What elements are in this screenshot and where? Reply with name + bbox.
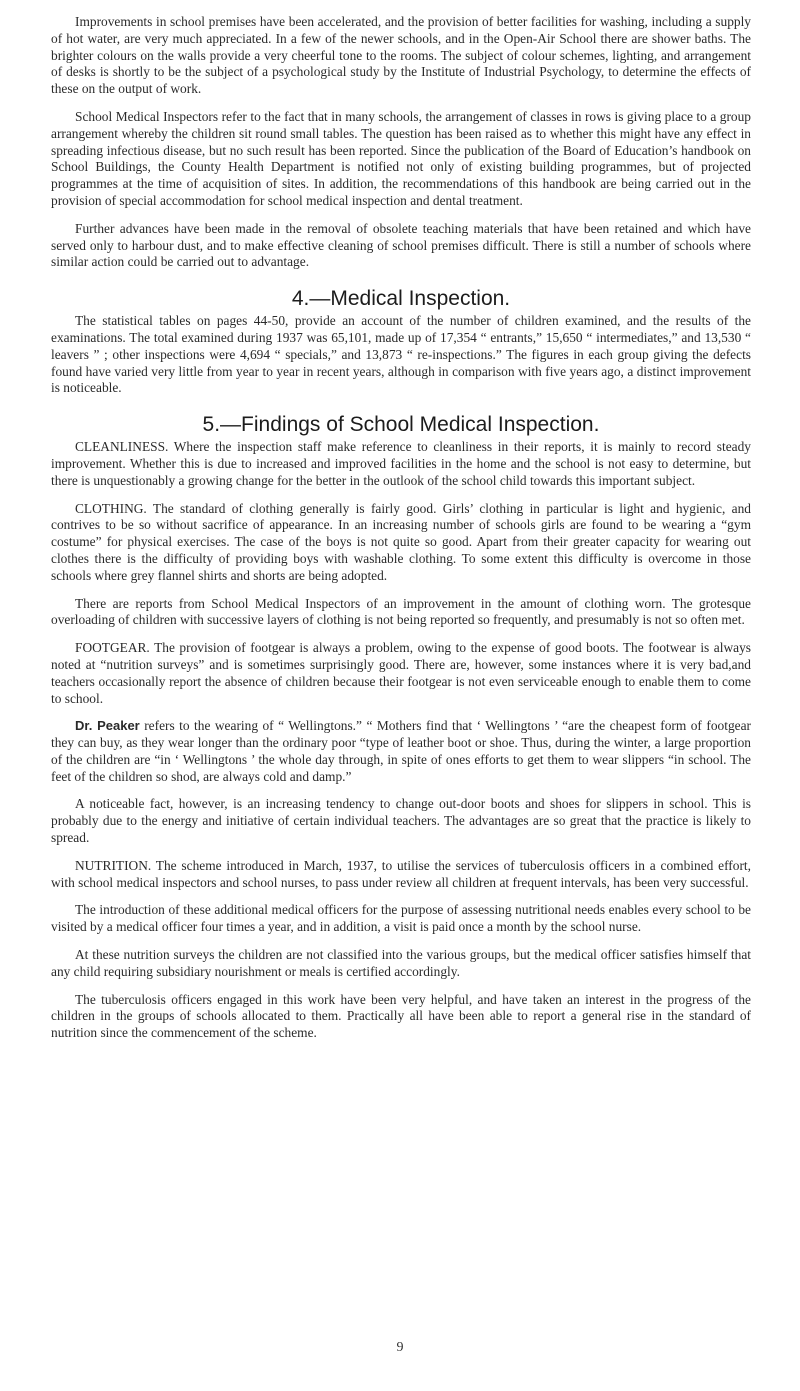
paragraph-medical-inspection: The statistical tables on pages 44-50, provide an account of the number of children examined, and the results of the examinations. The total examined during 1937 was 65,101, made up of 17,354 “ entrants,” 15,650 “ intermediates,” and 13,530 “ leavers ” ; other inspections were 4,694 “ specials,” and 13,873 “ re-inspections.” The figures in each group giving the defects found have varied very little from year to year in recent years, although in comparison with five years ago, a distinct improvement is noticeable. — [51, 313, 751, 396]
heading-medical-inspection: 4.—Medical Inspection. — [291, 287, 511, 311]
paragraph-nutrition-surveys: At these nutrition surveys the children are not classified into the various groups, but the medical officer satisfies himself that any child requiring subsidiary nourishment or meals is certified accordingly. — [51, 947, 751, 979]
dr-peaker-name: Dr. Peaker — [75, 718, 140, 734]
paragraph-slippers: A noticeable fact, however, is an increasing tendency to change out-door boots and shoes for slippers in school. This is probably due to the energy and initiative of certain individual teachers. The advantages are so great that the practice is likely to spread. — [51, 796, 751, 846]
paragraph-tuberculosis-officers: The tuberculosis officers engaged in this work have been very helpful, and have taken an interest in the progress of the children in the groups of schools allocated to them. Practically all have been able to report a general rise in the standard of nutrition since the commencement of the scheme. — [51, 991, 751, 1041]
paragraph-clothing-worn: There are reports from School Medical Inspectors of an improvement in the amount of clothing worn. The grotesque overloading of children with successive layers of clothing is not being reported so frequently, and presumably is not so often met. — [51, 595, 751, 628]
paragraph-footgear: FOOTGEAR. The provision of footgear is always a problem, owing to the expense of good boots. The footwear is always noted at “nutrition surveys” and is sometimes surprisingly good. There are, however, some instances where it is very bad,and teachers occasionally report the absence of children because their footgear is not even serviceable enough to enable them to come to school. — [51, 640, 751, 706]
dr-peaker-quote: refers to the wearing of “ Wellingtons.” “ Mothers find that ‘ Wellingtons ’ “are the cheapest form of footgear they can buy, as they wear longer than the ordinary poor “type of leather boot or shoe. Thus, during the winter, a large proportion of the children are “in ‘ Wellingtons ’ the whole day through, in spite of ones efforts to get them to wear slippers “in school. The feet of the children so shod, are always cold and damp.” — [51, 718, 751, 784]
page-number: 9 — [396, 1340, 404, 1355]
heading-findings: 5.—Findings of School Medical Inspection. — [202, 413, 600, 437]
document-page — [51, 14, 751, 1053]
paragraph-clothing: CLOTHING. The standard of clothing generally is fairly good. Girls’ clothing in particular is light and hygienic, and contrives to be so without sacrifice of appearance. In an increasing number of schools girls are found to be wearing a “gym costume” for physical exercises. The case of the boys is not quite so good. Apart from their greater capacity for wearing out clothes there is the difficulty of providing boys with washable clothing. To some extent this difficulty is overcome in those schools where grey flannel shirts and shorts are being adopted. — [51, 500, 751, 583]
paragraph-group-arrangement: School Medical Inspectors refer to the fact that in many schools, the arrangement of classes in rows is giving place to a group arrangement whereby the children sit round small tables. The question has been raised as to whether this might have any effect in spreading infectious disease, but no such result has been reported. Since the publication of the Board of Education’s handbook on School Buildings, the County Health Department is notified not only of existing building programmes, but of projected programmes at the time of acquisition of sites. In addition, the recommendations of this handbook are being carried out in the provision of special accommodation for school medical inspection and dental treatment. — [51, 108, 751, 208]
paragraph-nutrition: NUTRITION. The scheme introduced in March, 1937, to utilise the services of tuberculosis officers in a combined effort, with school medical inspectors and school nurses, to pass under review all children at frequent intervals, has been very successful. — [51, 857, 751, 890]
paragraph-teaching-materials: Further advances have been made in the removal of obsolete teaching materials that have been retained and which have served only to harbour dust, and to make effective cleaning of school premises difficult. There is still a number of schools where similar action could be carried out to advantage. — [51, 220, 751, 270]
paragraph-nutrition-officers: The introduction of these additional medical officers for the purpose of assessing nutritional needs enables every school to be visited by a medical officer four times a year, and in addition, a visit is paid once a month by the school nurse. — [51, 902, 751, 935]
paragraph-cleanliness: CLEANLINESS. Where the inspection staff make reference to cleanliness in their reports, it is mainly to record steady improvement. Whether this is due to increased and improved facilities in the home and the school is not easy to determine, but there is unquestionably a growing change for the better in the outlook of the school child towards this important subject. — [51, 439, 751, 488]
paragraph-dr-peaker — [51, 718, 751, 785]
paragraph-washing-facilities: Improvements in school premises have been accelerated, and the provision of better facilities for washing, including a supply of hot water, are very much appreciated. In a few of the newer schools, and in the Open-Air School there are shower baths. The brighter colours on the walls provide a very cheerful tone to the rooms. The subject of colour schemes, lighting, and arrangement of desks is shortly to be the subject of a psychological study by the Institute of Industrial Psychology, to determine the effects of these on the output of work. — [51, 14, 751, 97]
